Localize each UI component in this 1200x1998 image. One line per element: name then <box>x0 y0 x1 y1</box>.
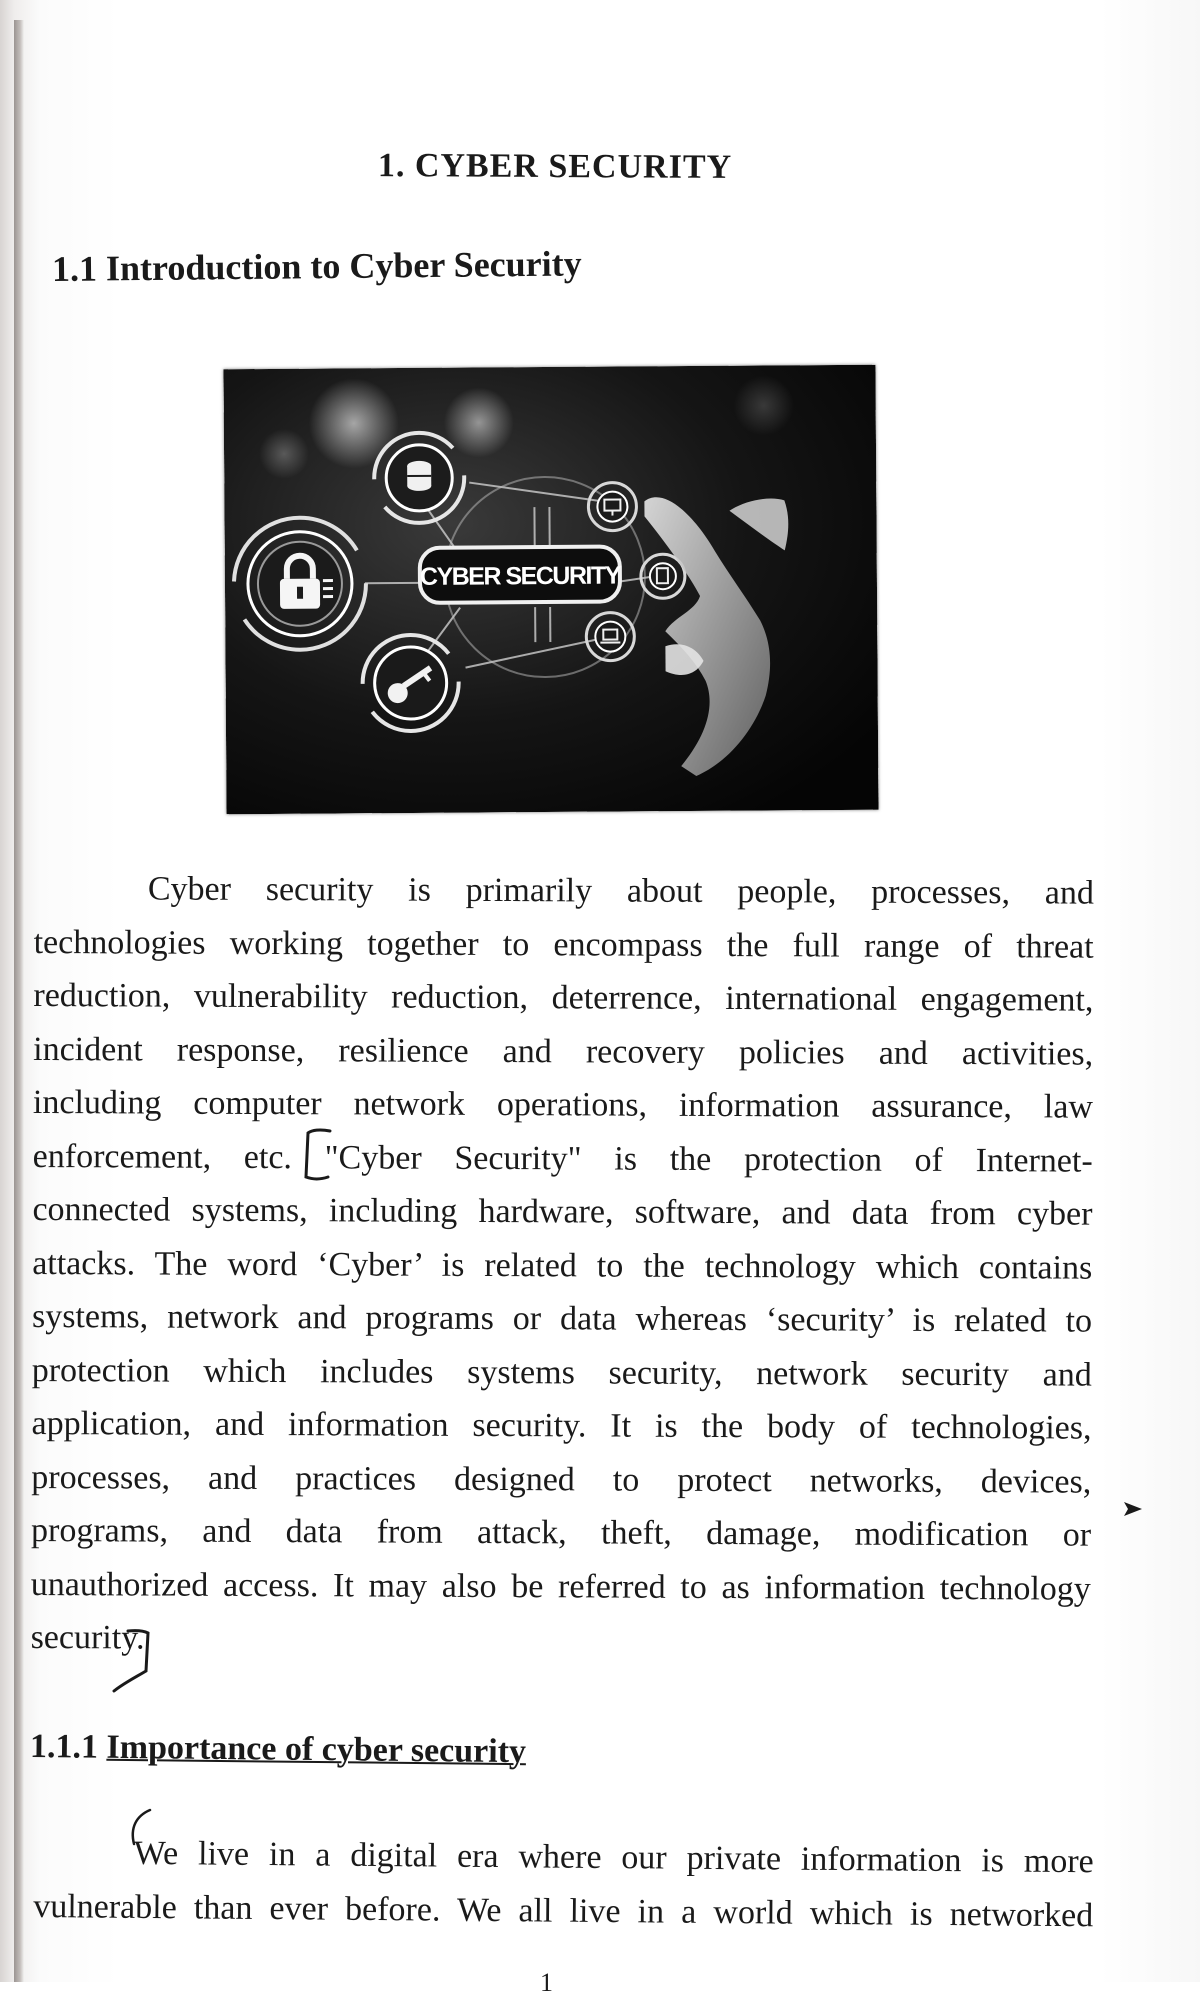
subsection-heading <box>30 1728 526 1771</box>
paragraph-line: incident response, resilience and recovery policies and activities, <box>33 1022 1093 1080</box>
paragraph-line: application, and information security. It is the body of technologies, <box>31 1397 1091 1455</box>
importance-paragraph <box>33 1826 1094 1942</box>
database-icon <box>374 433 465 524</box>
paragraph-line: Cyber security is primarily about people, processes, and <box>34 862 1094 920</box>
paragraph-line: enforcement, etc. "Cyber Security" is the protection of Internet- <box>33 1129 1093 1187</box>
section-heading: 1.1 Introduction to Cyber Security <box>52 242 582 290</box>
paragraph-line: security. <box>30 1611 1090 1669</box>
paragraph-line: attacks. The word ‘Cyber’ is related to the technology which contains <box>32 1236 1092 1294</box>
paragraph-line: processes, and practices designed to protect networks, devices, <box>31 1450 1091 1508</box>
chapter-title: 1. CYBER SECURITY <box>0 145 1110 189</box>
page-number: 1 <box>540 1968 553 1998</box>
cyber-security-label <box>420 547 622 603</box>
subsection-number: 1.1.1 <box>30 1728 98 1766</box>
paragraph-line: protection which includes systems security, network security and <box>32 1343 1092 1401</box>
handwritten-open-bracket <box>300 1125 334 1185</box>
paragraph-line: reduction, vulnerability reduction, deterrence, international engagement, <box>33 969 1093 1027</box>
paragraph-line: We live in a digital era where our private information is more <box>34 1826 1094 1889</box>
paragraph-line: vulnerable than ever before. We all live in a world which is networked <box>33 1879 1093 1942</box>
svg-text:CYBER SECURITY: CYBER SECURITY <box>420 562 622 591</box>
paragraph-line: technologies working together to encompass the full range of threat <box>34 915 1094 973</box>
paragraph-line: connected systems, including hardware, software, and data from cyber <box>32 1183 1092 1241</box>
paragraph-line: systems, network and programs or data whereas ‘security’ is related to <box>32 1290 1092 1348</box>
pointer-arrow-icon <box>1122 1500 1144 1518</box>
handwritten-close-bracket <box>110 1625 156 1697</box>
intro-paragraph <box>30 862 1093 1669</box>
subsection-title: Importance of cyber security <box>106 1729 526 1770</box>
paragraph-line: including computer network operations, information assurance, law <box>33 1076 1093 1134</box>
paragraph-line: programs, and data from attack, theft, damage, modification or <box>31 1504 1091 1562</box>
paragraph-line: unauthorized access. It may also be referred to as information technology <box>31 1557 1091 1615</box>
binding-edge <box>14 20 24 1982</box>
key-icon <box>362 635 459 732</box>
cyber-security-illustration <box>223 365 878 815</box>
